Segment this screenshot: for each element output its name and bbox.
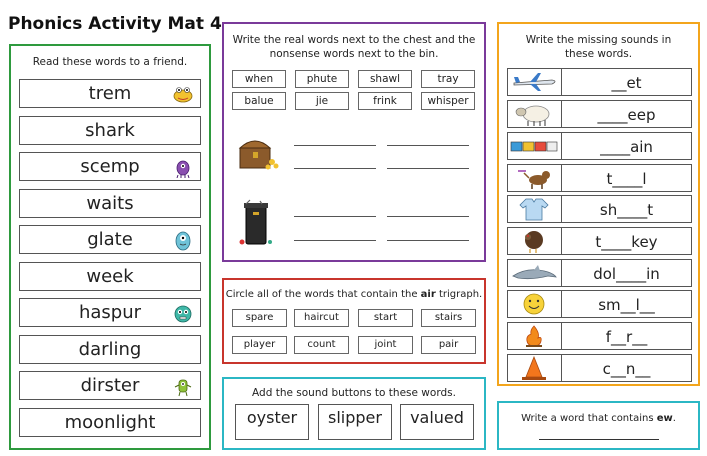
picture-cell — [508, 291, 562, 317]
word-box[interactable]: slipper — [318, 404, 392, 440]
read-words-instruction: Read these words to a friend. — [32, 56, 188, 68]
missing-sounds-instruction — [499, 33, 698, 61]
picture-cell — [508, 101, 562, 127]
purple-monster-icon — [172, 156, 194, 178]
word-box: shawl — [358, 70, 412, 88]
word-text: waits — [86, 193, 134, 214]
answer-line[interactable] — [294, 216, 376, 217]
instruction-text: Circle all of the words that contain the — [225, 289, 421, 300]
ew-word-instruction — [499, 412, 698, 426]
word-box[interactable]: pair — [421, 336, 476, 354]
real-nonsense-instruction — [224, 33, 484, 61]
instruction-bold: ew — [656, 413, 673, 424]
missing-sound-row — [507, 322, 692, 350]
air-trigraph-panel — [222, 278, 486, 364]
missing-sound-text: dol____in — [593, 265, 660, 283]
word-text: moonlight — [64, 412, 156, 433]
instruction-text: trigraph. — [435, 289, 483, 300]
word-box: when — [232, 70, 286, 88]
read-words-panel — [9, 44, 211, 450]
instruction-text: . — [672, 413, 676, 424]
sound-buttons-panel — [222, 377, 486, 450]
fire-icon — [508, 323, 560, 349]
ew-word-panel — [497, 401, 700, 450]
answer-line[interactable] — [387, 168, 469, 169]
word-box: frink — [358, 92, 412, 110]
missing-sound-row — [507, 100, 692, 128]
word-box[interactable]: stairs — [421, 309, 476, 327]
answer-line[interactable] — [387, 216, 469, 217]
missing-sounds-panel — [497, 22, 700, 386]
word-box — [19, 225, 201, 254]
word-box — [19, 116, 201, 145]
missing-sound-text: __et — [611, 74, 642, 92]
word-box — [19, 262, 201, 291]
sheep-icon — [508, 101, 560, 127]
word-text: darling — [78, 339, 142, 360]
word-text: shark — [85, 120, 135, 141]
picture-cell — [508, 228, 562, 254]
instruction-text: Write a word that contains — [521, 413, 657, 424]
missing-sound-text: sh____t — [599, 201, 654, 219]
word-text: haspur — [78, 302, 142, 323]
missing-sound-row — [507, 354, 692, 382]
missing-sound-row — [507, 68, 692, 96]
word-box — [19, 371, 201, 400]
word-box[interactable]: valued — [400, 404, 474, 440]
missing-sound-row — [507, 164, 692, 192]
word-box[interactable]: haircut — [294, 309, 349, 327]
blue-monster-icon — [172, 229, 194, 251]
cone-icon — [508, 355, 560, 381]
missing-sound-row — [507, 132, 692, 160]
missing-sound-row — [507, 259, 692, 287]
picture-cell — [508, 260, 562, 286]
answer-line[interactable] — [387, 240, 469, 241]
treasure-chest-icon — [234, 132, 280, 172]
picture-cell — [508, 196, 562, 222]
missing-sound-text: t____key — [595, 233, 658, 251]
missing-sound-row — [507, 195, 692, 223]
page-title: Phonics Activity Mat 4 — [8, 14, 222, 34]
word-box: tray — [421, 70, 475, 88]
instruction-line: these words. — [564, 48, 633, 60]
missing-sound-row — [507, 290, 692, 318]
missing-sound-text: ____ain — [600, 138, 653, 156]
train-icon — [508, 133, 560, 159]
real-nonsense-panel — [222, 22, 486, 262]
picture-cell — [508, 165, 562, 191]
word-box: jie — [295, 92, 349, 110]
word-box[interactable]: count — [294, 336, 349, 354]
answer-line[interactable] — [539, 439, 659, 440]
word-text: scemp — [80, 156, 140, 177]
word-box — [19, 335, 201, 364]
smiley-icon — [508, 291, 560, 317]
word-box — [19, 152, 201, 181]
sound-buttons-instruction: Add the sound buttons to these words. — [252, 387, 456, 399]
picture-cell — [508, 323, 562, 349]
bin-icon — [236, 198, 276, 248]
answer-line[interactable] — [294, 168, 376, 169]
word-box[interactable]: oyster — [235, 404, 309, 440]
word-box[interactable]: spare — [232, 309, 287, 327]
missing-sound-text: ____eep — [597, 106, 656, 124]
answer-line[interactable] — [294, 145, 376, 146]
word-box: whisper — [421, 92, 475, 110]
word-box: phute — [295, 70, 349, 88]
word-text: week — [86, 266, 134, 287]
word-text: trem — [88, 83, 132, 104]
dog-icon — [508, 165, 560, 191]
turkey-icon — [508, 228, 560, 254]
answer-line[interactable] — [387, 145, 469, 146]
missing-sound-text: t____l — [606, 170, 647, 188]
word-box[interactable]: player — [232, 336, 287, 354]
word-text: dirster — [80, 375, 140, 396]
missing-sound-row — [507, 227, 692, 255]
word-box[interactable]: start — [358, 309, 413, 327]
missing-sound-text: sm__l__ — [598, 296, 655, 314]
missing-sound-text: c__n__ — [602, 360, 651, 378]
missing-sound-text: f__r__ — [605, 328, 648, 346]
dolphin-icon — [508, 260, 560, 286]
answer-line[interactable] — [294, 240, 376, 241]
instruction-line: Write the real words next to the chest and the — [232, 34, 476, 46]
airplane-icon — [508, 69, 560, 95]
instruction-line: nonsense words next to the bin. — [269, 48, 439, 60]
word-box — [19, 189, 201, 218]
word-box — [19, 298, 201, 327]
word-box: balue — [232, 92, 286, 110]
word-box — [19, 408, 201, 437]
word-box — [19, 79, 201, 108]
instruction-bold: air — [420, 289, 436, 300]
word-text: glate — [87, 229, 133, 250]
instruction-line: Write the missing sounds in — [525, 34, 672, 46]
air-trigraph-instruction — [224, 288, 484, 302]
teal-monster-icon — [172, 302, 194, 324]
yellow-monster-icon — [172, 83, 194, 105]
word-box[interactable]: joint — [358, 336, 413, 354]
picture-cell — [508, 69, 562, 95]
picture-cell — [508, 355, 562, 381]
picture-cell — [508, 133, 562, 159]
green-monster-icon — [172, 375, 194, 397]
shirt-icon — [508, 196, 560, 222]
